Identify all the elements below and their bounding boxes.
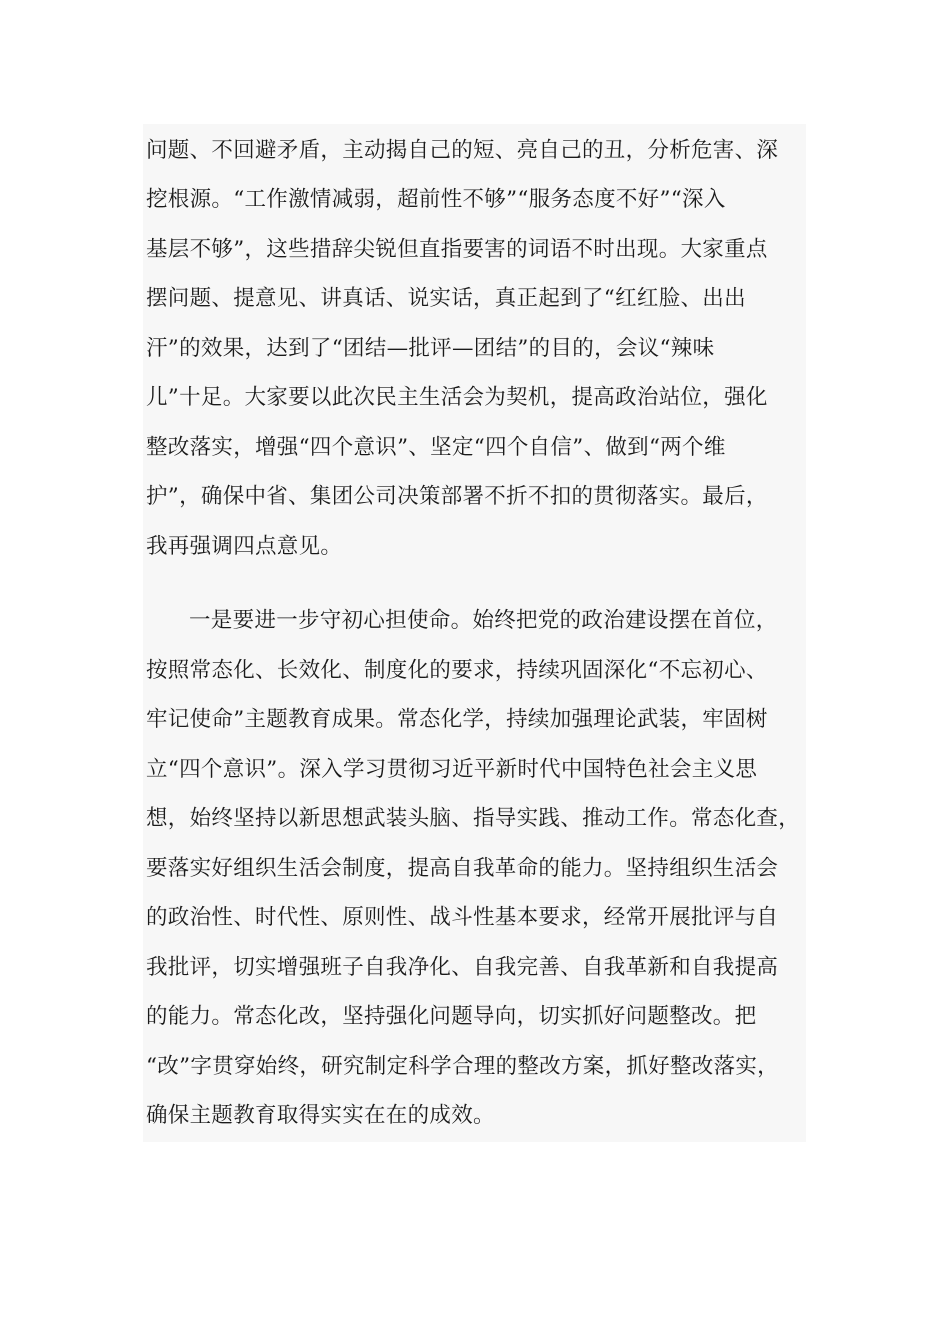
text-line: 挖根源。“工作激情减弱，超前性不够”“服务态度不好”“深入: [146, 187, 726, 212]
text-line: 汗”的效果，达到了“团结—批评—团结”的目的，会议“辣味: [146, 336, 715, 361]
text-line: 想，始终坚持以新思想武装头脑、指导实践、推动工作。常态化查，: [146, 806, 801, 831]
text-line: 确保主题教育取得实实在在的成效。: [146, 1103, 495, 1128]
text-line: 我批评，切实增强班子自我净化、自我完善、自我革新和自我提高: [146, 955, 779, 980]
text-line: 整改落实，增强“四个意识”、坚定“四个自信”、做到“两个维: [146, 435, 726, 460]
text-line: 儿”十足。大家要以此次民主生活会为契机，提高政治站位，强化: [146, 385, 768, 410]
text-line: 要落实好组织生活会制度，提高自我革命的能力。坚持组织生活会: [146, 856, 779, 881]
text-line: 护”，确保中省、集团公司决策部署不折不扣的贯彻落实。最后，: [146, 484, 768, 509]
text-line: 牢记使命”主题教育成果。常态化学，持续加强理论武装，牢固树: [146, 707, 768, 732]
text-line: 基层不够”，这些措辞尖锐但直指要害的词语不时出现。大家重点: [146, 237, 768, 262]
text-line: 问题、不回避矛盾，主动揭自己的短、亮自己的丑，分析危害、深: [146, 138, 779, 163]
text-line: 的能力。常态化改，坚持强化问题导向，切实抓好问题整改。把: [146, 1004, 757, 1029]
text-line: 的政治性、时代性、原则性、战斗性基本要求，经常开展批评与自: [146, 905, 779, 930]
text-line: “改”字贯穿始终，研究制定科学合理的整改方案，抓好整改落实，: [146, 1054, 779, 1079]
text-line: 一是要进一步守初心担使命。始终把党的政治建设摆在首位，: [189, 608, 778, 633]
text-line: 我再强调四点意见。: [146, 534, 343, 559]
text-line: 摆问题、提意见、讲真话、说实话，真正起到了“红红脸、出出: [146, 286, 746, 311]
text-block: [143, 124, 806, 1142]
text-line: 立“四个意识”。深入学习贯彻习近平新时代中国特色社会主义思: [146, 757, 758, 782]
text-line: 按照常态化、长效化、制度化的要求，持续巩固深化“不忘初心、: [146, 658, 768, 683]
